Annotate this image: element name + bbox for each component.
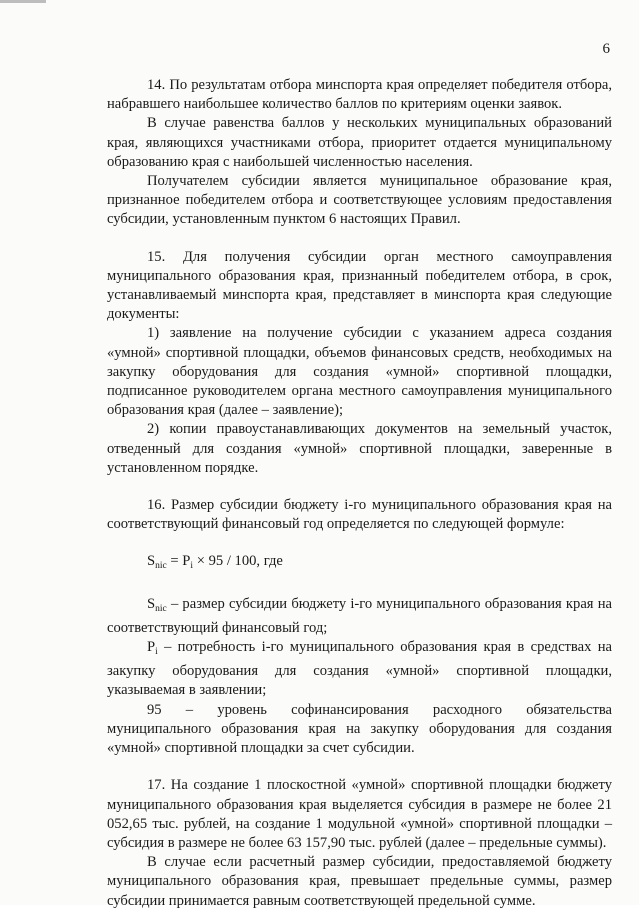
formula-equals: = [170,553,179,570]
document-body [107,76,612,911]
paragraph-15-item-1: 1) заявление на получение субсидии с указанием адреса создания «умной» спортивной площадки, объемов финансовых средств, необходимых на закупку оборудования для создания «умной» спортивной площадки, подписанное руководителем органа местного самоуправления муниципального образования края (далее – заявление); [107,325,612,419]
paragraph-15-item-2: 2) копии правоустанавливающих документов на земельный участок, отведенный для создания «умной» спортивной площадки, заверенные в установленном порядке. [107,421,612,476]
paragraph-14-recipient: Получателем субсидии является муниципальное образование края, признанное победителем отбора и соответствующее условиям предоставления субсидии, установленным пунктом 6 настоящих Правил. [107,173,612,228]
paragraph-17-limit: В случае если расчетный размер субсидии, предоставляемой бюджету муниципального образования края, превышает предельные суммы, размер субсидии принимается равным соответствующей предельной сумме. [107,854,612,909]
formula-rhs-subscript: i [190,561,194,572]
definition-p-subscript: i [155,647,158,658]
page-number: 6 [602,41,610,57]
definition-p-symbol: P [147,639,156,656]
paragraph-14: 14. По результатам отбора минспорта края определяет победителя отбора, набравшего наибольшее количество баллов по критериям оценки заявок. [107,77,612,113]
formula-lhs-subscript: nic [155,561,167,572]
subsidy-formula [107,552,612,576]
formula-rhs-rest: × 95 / 100, где [196,553,283,570]
definition-s-symbol: S [147,595,156,612]
paragraph-16: 16. Размер субсидии бюджету i-го муниципального образования края на соответствующий финансовый год определяется по следующей формуле: [107,497,612,533]
scan-edge-mark [0,0,46,3]
definition-p [107,638,612,701]
definition-p-text: – потребность i-го муниципального образования края в средствах на закупку оборудования для создания «умной» спортивной площадки, указываемая в заявлении; [107,639,612,699]
paragraph-14-tie: В случае равенства баллов у нескольких муниципальных образований края, являющихся участниками отбора, приоритет отдается муниципальному образованию края с наибольшей численностью населения. [107,115,612,170]
definition-s [107,595,612,638]
definition-s-subscript: nic [155,603,167,614]
definition-s-text: – размер субсидии бюджету i-го муниципального образования края на соответствующий финансовый год; [107,595,612,636]
formula-lhs-symbol: S [147,553,156,570]
paragraph-17: 17. На создание 1 плоскостной «умной» спортивной площадки бюджету муниципального образования края выделяется субсидия в размере не более 21 052,65 тыс. рублей, на создание 1 модульной «умной» спортивной площадки – субсидия в размере не более 63 157,90 тыс. рублей (далее – предельные суммы). [107,777,612,851]
formula-rhs-symbol: P [182,553,191,570]
definition-95: 95 – уровень софинансирования расходного обязательства муниципального образования края на закупку оборудования для создания «умной» спортивной площадки за счет субсидии. [107,701,612,757]
paragraph-15: 15. Для получения субсидии орган местного самоуправления муниципального образования края, признанный победителем отбора, в срок, устанавливаемый минспорта края, представляет в минспорта края следующие документы: [107,248,612,323]
